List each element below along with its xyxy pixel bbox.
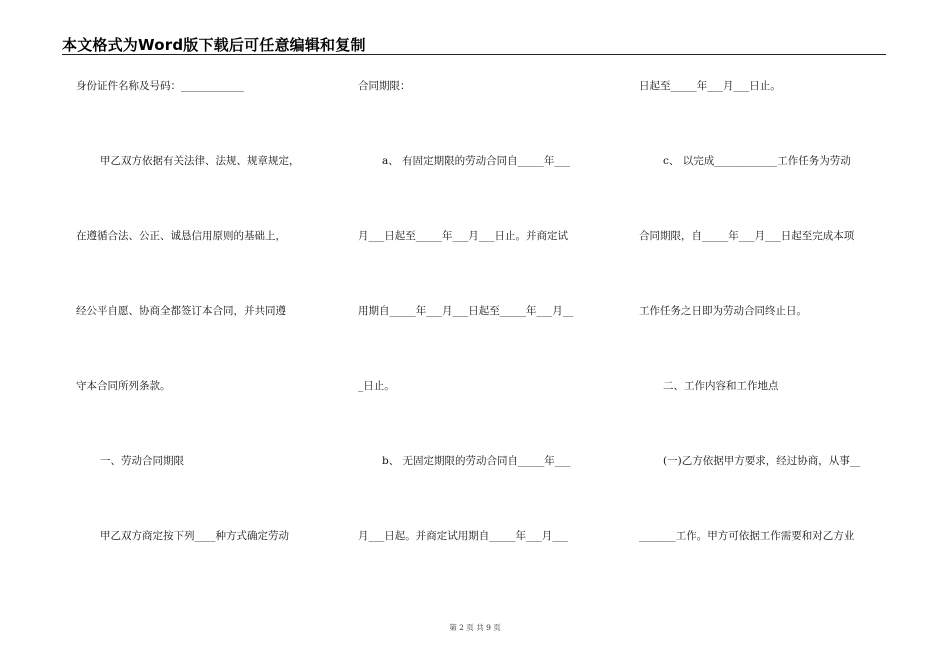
text-line: 甲乙双方商定按下列____种方式确定劳动	[100, 530, 289, 542]
text-line: 月___日起。并商定试用期自_____年___月___	[358, 530, 568, 542]
text-line: _______工作。甲方可依据工作需要和对乙方业	[639, 530, 855, 542]
text-line: _日止。	[358, 380, 395, 392]
text-line: 日起至_____年___月___日止。	[639, 80, 781, 92]
text-line: c、 以完成____________工作任务为劳动	[663, 155, 851, 167]
document-header-title: 本文格式为Word版下载后可任意编辑和复制	[62, 36, 366, 54]
text-line: 合同期限，自_____年___月___日起至完成本项	[639, 230, 855, 242]
text-line: 在遵循合法、公正、诚恳信用原则的基础上，	[76, 230, 286, 242]
text-line: b、 无固定期限的劳动合同自_____年___	[382, 455, 571, 467]
text-line: a、 有固定期限的劳动合同自_____年___	[382, 155, 571, 167]
text-line: 经公平自愿、协商全都签订本合同，并共同遵	[76, 305, 286, 317]
text-line: 身份证件名称及号码：____________	[76, 80, 244, 92]
text-line: 二、工作内容和工作地点	[663, 380, 779, 392]
text-line: 工作任务之日即为劳动合同终止日。	[639, 305, 807, 317]
page-number-footer: 第 2 页 共 9 页	[449, 623, 501, 632]
text-line: 月___日起至_____年___月___日止。并商定试	[358, 230, 568, 242]
header-divider	[62, 54, 886, 55]
text-line: 用期自_____年___月___日起至_____年___月__	[358, 305, 574, 317]
text-line: 合同期限：	[358, 80, 411, 92]
text-line: 守本合同所列条款。	[76, 380, 171, 392]
text-line: 一、劳动合同期限	[100, 455, 184, 467]
text-line: (一)乙方依据甲方要求，经过协商，从事__	[663, 455, 861, 467]
text-line: 甲乙双方依据有关法律、法规、规章规定，	[100, 155, 300, 167]
